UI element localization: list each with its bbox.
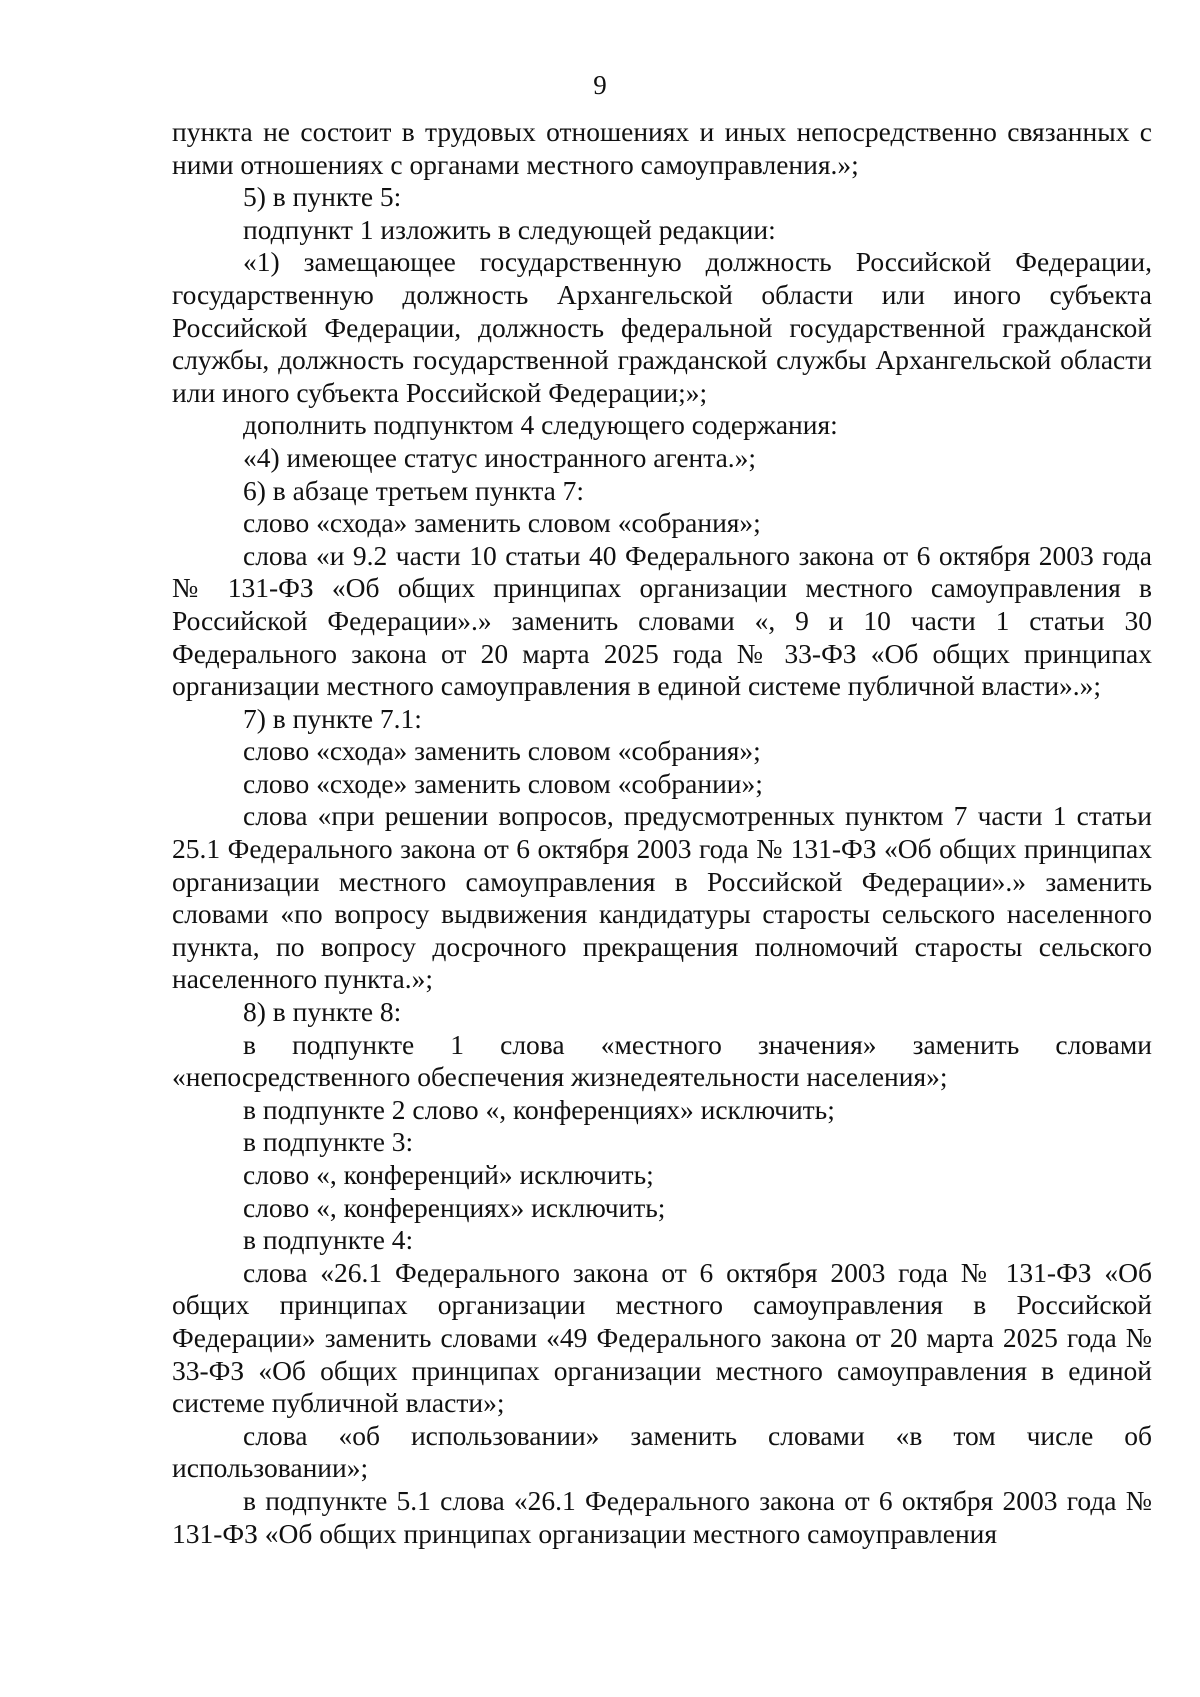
paragraph: «1) замещающее государственную должность Российской Федерации, государственную должность Архангельской области или иного субъекта Российской Федерации, должность федеральной государственной гражданской службы, должность государственной гражданской службы Архангельской области или иного субъекта Российской Федерации;»; [172,246,1152,408]
paragraph: слова «и 9.2 части 10 статьи 40 Федерального закона от 6 октября 2003 года № 131-ФЗ «Об общих принципах организации местного самоуправления в Российской Федерации».» заменить словами «, 9 и 10 части 1 статьи 30 Федерального закона от 20 марта 2025 года № 33-ФЗ «Об общих принципах организации местного самоуправления в единой системе публичной власти».»; [172,539,1152,702]
paragraph: слово «, конференций» исключить; [243,1159,654,1190]
paragraph: 5) в пункте 5: [243,181,402,213]
document-body [172,116,1152,1550]
paragraph: слово «схода» заменить словом «собрания»; [243,507,761,539]
paragraph: в подпункте 4: [243,1224,414,1256]
paragraph: в подпункте 1 слова «местного значения» заменить словами «непосредственного обеспечения жизнедеятельности населения»; [172,1028,1152,1093]
paragraph: в подпункте 3: [243,1126,414,1158]
paragraph: слова «26.1 Федерального закона от 6 октября 2003 года № 131-ФЗ «Об общих принципах организации местного самоуправления в Российской Федерации» заменить словами «49 Федерального закона от 20 марта 2025 года № 33-ФЗ «Об общих принципах организации местного самоуправления в единой системе публичной власти»; [172,1256,1152,1419]
paragraph: слова «при решении вопросов, предусмотренных пунктом 7 части 1 статьи 25.1 Федерального закона от 6 октября 2003 года № 131-ФЗ «Об общих принципах организации местного самоуправления в Российской Федерации».» заменить словами «по вопросу выдвижения кандидатуры старосты сельского населенного пункта, по вопросу досрочного прекращения полномочий старосты сельского населенного пункта.»; [172,800,1152,995]
paragraph: подпункт 1 изложить в следующей редакции: [243,213,776,245]
paragraph: в подпункте 2 слово «, конференциях» исключить; [243,1093,835,1125]
paragraph: «4) имеющее статус иностранного агента.»; [243,441,757,473]
paragraph: слово «сходе» заменить словом «собрании»; [243,767,763,799]
paragraph: 6) в абзаце третьем пункта 7: [243,474,585,506]
paragraph: пункта не состоит в трудовых отношениях и иных непосредственно связанных с ними отношениях с органами местного самоуправления.»; [172,116,1152,180]
page-number: 9 [593,70,607,100]
paragraph: слова «об использовании» заменить словами «в том числе об использовании»; [172,1419,1152,1484]
paragraph: слово «схода» заменить словом «собрания»; [243,735,761,767]
paragraph: слово «, конференциях» исключить; [243,1191,666,1223]
paragraph: дополнить подпунктом 4 следующего содержания: [243,409,838,441]
paragraph: 8) в пункте 8: [243,996,402,1028]
paragraph: 7) в пункте 7.1: [243,702,422,734]
paragraph: в подпункте 5.1 слова «26.1 Федерального закона от 6 октября 2003 года № 131-ФЗ «Об общих принципах организации местного самоуправления [172,1484,1152,1549]
